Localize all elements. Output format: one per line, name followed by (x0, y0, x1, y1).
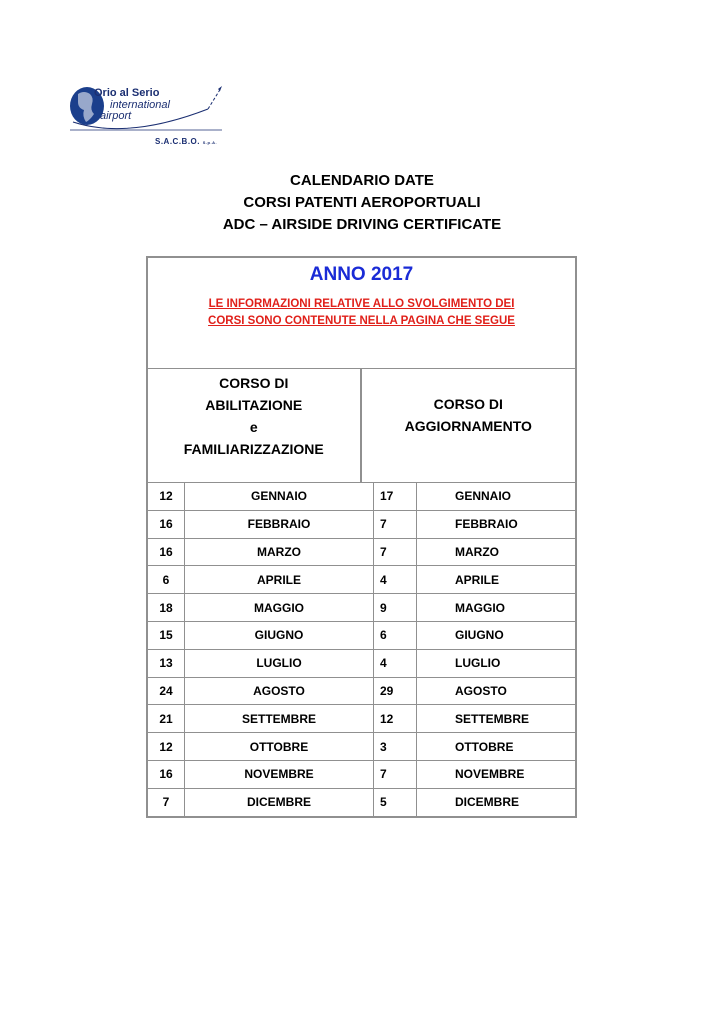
month-abilitazione: MAGGIO (185, 594, 374, 622)
day-abilitazione: 16 (148, 538, 185, 566)
day-abilitazione: 12 (148, 483, 185, 510)
month-aggiornamento: GENNAIO (417, 483, 576, 510)
notice-text (148, 296, 575, 330)
table-row (148, 649, 575, 677)
year-heading: ANNO 2017 (309, 264, 414, 285)
month-abilitazione: APRILE (185, 566, 374, 594)
table-row (148, 510, 575, 538)
month-aggiornamento: FEBBRAIO (417, 510, 576, 538)
day-aggiornamento: 4 (374, 649, 417, 677)
header-left-line: CORSO DI (219, 375, 289, 391)
day-aggiornamento: 4 (374, 566, 417, 594)
column-headers (148, 369, 575, 483)
month-aggiornamento: NOVEMBRE (417, 760, 576, 788)
day-aggiornamento: 6 (374, 621, 417, 649)
header-left-line: FAMILIARIZZAZIONE (183, 441, 324, 457)
month-aggiornamento: GIUGNO (417, 621, 576, 649)
table-row (148, 733, 575, 761)
day-abilitazione: 15 (148, 621, 185, 649)
day-abilitazione: 13 (148, 649, 185, 677)
month-abilitazione: OTTOBRE (185, 733, 374, 761)
table-row (148, 760, 575, 788)
day-aggiornamento: 5 (374, 788, 417, 815)
header-aggiornamento (362, 369, 576, 482)
day-aggiornamento: 7 (374, 760, 417, 788)
table-row (148, 483, 575, 510)
month-aggiornamento: OTTOBRE (417, 733, 576, 761)
logo-line2: international (110, 99, 170, 111)
day-abilitazione: 21 (148, 705, 185, 733)
company-label: S.A.C.B.O. (155, 137, 201, 146)
month-aggiornamento: APRILE (417, 566, 576, 594)
month-aggiornamento: SETTEMBRE (417, 705, 576, 733)
day-abilitazione: 16 (148, 510, 185, 538)
month-abilitazione: DICEMBRE (185, 788, 374, 815)
day-abilitazione: 18 (148, 594, 185, 622)
month-abilitazione: GIUGNO (185, 621, 374, 649)
logo-line3: airport (100, 110, 132, 122)
month-abilitazione: GENNAIO (185, 483, 374, 510)
logo-line1: Orio al Serio (94, 87, 160, 99)
day-aggiornamento: 7 (374, 510, 417, 538)
title-line2: CORSI PATENTI AEROPORTUALI (243, 194, 481, 211)
day-aggiornamento: 29 (374, 677, 417, 705)
day-abilitazione: 7 (148, 788, 185, 815)
document-title (0, 170, 724, 236)
dates-table (148, 483, 575, 816)
month-abilitazione: NOVEMBRE (185, 760, 374, 788)
header-left-line: ABILITAZIONE (205, 397, 303, 413)
day-abilitazione: 6 (148, 566, 185, 594)
table-row (148, 677, 575, 705)
notice-line2: CORSI SONO CONTENUTE NELLA PAGINA CHE SEGUE (208, 315, 515, 327)
header-right-line: CORSO DI (433, 396, 503, 412)
company-name (155, 137, 217, 146)
month-aggiornamento: AGOSTO (417, 677, 576, 705)
title-line3: ADC – AIRSIDE DRIVING CERTIFICATE (222, 216, 502, 233)
calendar-box (146, 256, 577, 818)
month-aggiornamento: DICEMBRE (417, 788, 576, 815)
day-aggiornamento: 7 (374, 538, 417, 566)
day-aggiornamento: 9 (374, 594, 417, 622)
table-row (148, 538, 575, 566)
month-aggiornamento: MARZO (417, 538, 576, 566)
header-left-line: e (249, 419, 258, 435)
month-abilitazione: SETTEMBRE (185, 705, 374, 733)
table-row (148, 594, 575, 622)
month-aggiornamento: LUGLIO (417, 649, 576, 677)
day-aggiornamento: 3 (374, 733, 417, 761)
day-abilitazione: 16 (148, 760, 185, 788)
month-aggiornamento: MAGGIO (417, 594, 576, 622)
month-abilitazione: MARZO (185, 538, 374, 566)
table-row (148, 788, 575, 815)
header-right-line: AGGIORNAMENTO (404, 418, 532, 434)
day-abilitazione: 12 (148, 733, 185, 761)
header-abilitazione (148, 369, 362, 482)
table-row (148, 566, 575, 594)
day-abilitazione: 24 (148, 677, 185, 705)
month-abilitazione: FEBBRAIO (185, 510, 374, 538)
title-line1: CALENDARIO DATE (290, 172, 434, 189)
year-section (148, 258, 575, 369)
table-row (148, 621, 575, 649)
month-abilitazione: AGOSTO (185, 677, 374, 705)
day-aggiornamento: 17 (374, 483, 417, 510)
month-abilitazione: LUGLIO (185, 649, 374, 677)
table-row (148, 705, 575, 733)
company-suffix: S.p.A. (202, 140, 218, 145)
day-aggiornamento: 12 (374, 705, 417, 733)
notice-line1: LE INFORMAZIONI RELATIVE ALLO SVOLGIMENTO DEI (208, 298, 515, 310)
